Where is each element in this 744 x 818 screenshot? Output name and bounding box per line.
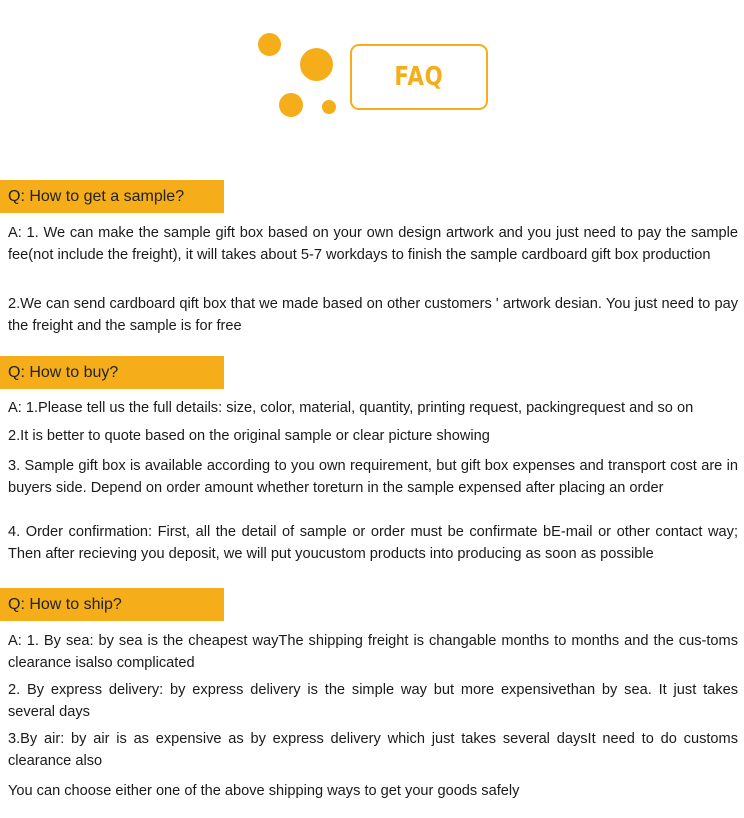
- decorative-dot: [300, 48, 333, 81]
- answer-paragraph: A: 1. We can make the sample gift box based on your own design artwork and you just need to pay the sample fee(not include the freight), it will takes about 5-7 workdays to finish the sample cardboard gift box production: [8, 225, 738, 263]
- page-title: FAQ: [394, 62, 444, 92]
- faq-title-box: [350, 44, 488, 110]
- answer-paragraph: A: 1.Please tell us the full details: size, color, material, quantity, printing request, packingrequest and so on: [8, 400, 694, 416]
- answer-paragraph: You can choose either one of the above shipping ways to get your goods safely: [8, 783, 520, 799]
- question-heading: Q: How to buy?: [0, 356, 224, 389]
- answer-paragraph: 2.It is better to quote based on the original sample or clear picture showing: [8, 428, 490, 444]
- answer-paragraph: 2.We can send cardboard qift box that we made based on other customers ' artwork desian. You just need to pay the freight and the sample is for free: [8, 296, 738, 334]
- question-heading: Q: How to ship?: [0, 588, 224, 621]
- answer-paragraph: 3. Sample gift box is available according to you own requirement, but gift box expenses and transport cost are in buyers side. Depend on order amount whether toreturn in the sample expensed after placing an order: [8, 458, 738, 496]
- answer-paragraph: 2. By express delivery: by express delivery is the simple way but more expensivethan by sea. It just takes several days: [8, 682, 738, 720]
- answer-paragraph: 4. Order confirmation: First, all the detail of sample or order must be confirmate bE-mail or other contact way; Then after recieving you deposit, we will put youcustom products into producing as soon as possible: [8, 524, 738, 562]
- decorative-dot: [322, 100, 336, 114]
- decorative-dot: [279, 93, 303, 117]
- decorative-dot: [258, 33, 281, 56]
- question-heading: Q: How to get a sample?: [0, 180, 224, 213]
- answer-paragraph: A: 1. By sea: by sea is the cheapest wayThe shipping freight is changable months to months and the cus-toms clearance isalso complicated: [8, 633, 738, 671]
- answer-paragraph: 3.By air: by air is as expensive as by express delivery which just takes several daysIt need to do customs clearance also: [8, 731, 738, 769]
